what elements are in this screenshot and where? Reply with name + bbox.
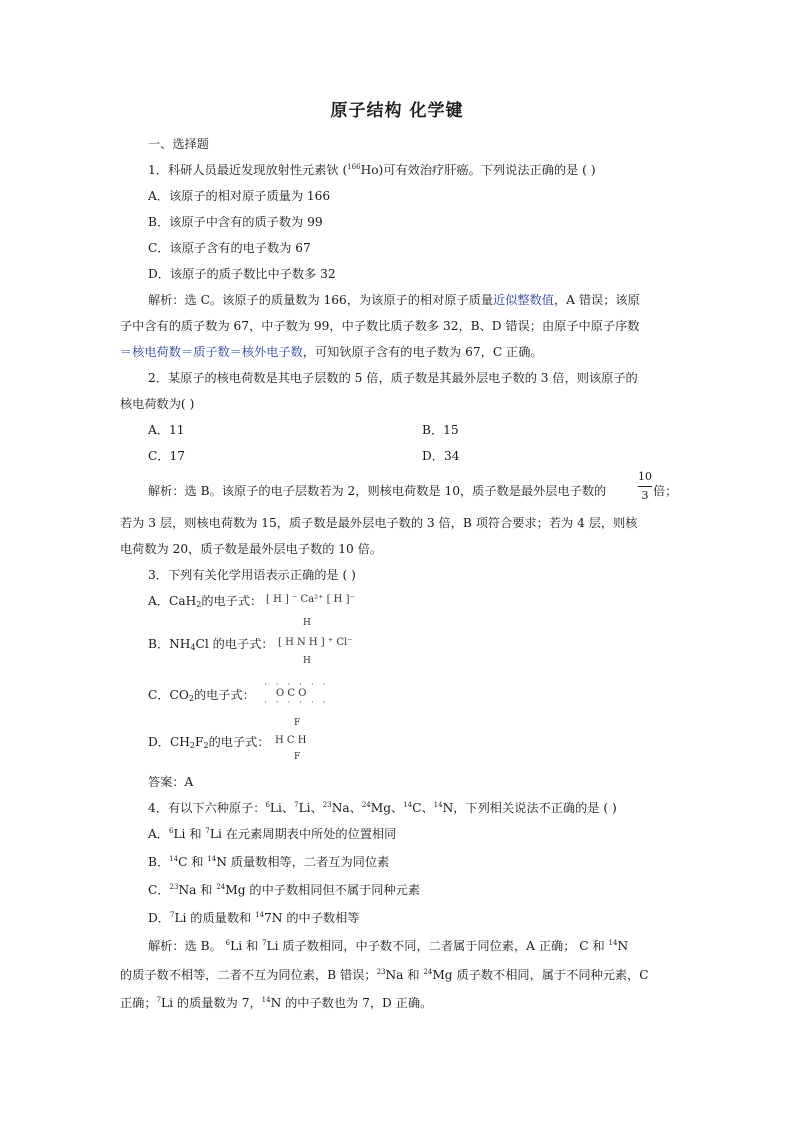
- q4-option-a: A．$^6$Li 和 $^7$Li 在元素周期表中所处的位置相同: [148, 827, 397, 841]
- q4-stem: 4．有以下六种原子：$^6$Li、$^7$Li、$^{23}$Na、$^{24}$Mg、$^{14}$C、$^{14}$N，下列相关说法不正确的是 ( ): [148, 801, 617, 815]
- section-heading: 一、选择题: [148, 137, 209, 151]
- q2-analysis-line3: 电荷数为 20，质子数是最外层电子数的 10 倍。: [120, 542, 383, 556]
- q3-answer: 答案：A: [148, 775, 194, 789]
- q3-b-bottom-h: H: [303, 656, 311, 666]
- q2-analysis-line1-end: 倍；: [653, 484, 678, 498]
- q2-stem-line2: 核电荷数为( ): [120, 397, 195, 411]
- q1-option-a: A．该原子的相对原子质量为 166: [148, 189, 331, 203]
- q3-stem: 3．下列有关化学用语表示正确的是 ( ): [148, 568, 356, 582]
- q2-analysis-line2: 若为 3 层，则核电荷数为 15，质子数是最外层电子数的 3 倍，B 项符合要求；若为 4 层，则核: [120, 516, 638, 530]
- q4-analysis-line2: 的质子数不相等，二者不互为同位素，B 错误；$^{23}$Na 和 $^{24}$Mg 质子数不相同，属于不同种元素，C: [120, 968, 649, 982]
- fraction-denominator: 3: [641, 489, 649, 502]
- q1-stem: 1．科研人员最近发现放射性元素钬 ($^{166}$Ho)可有效治疗肝癌。下列说法正确的是 ( ): [148, 163, 596, 177]
- q3-a-electron-formula: [ H ] ⁻ Ca²⁺ [ H ]⁻: [266, 594, 355, 605]
- q1-option-c: C．该原子含有的电子数为 67: [148, 241, 311, 255]
- page-title: 原子结构 化学键: [330, 101, 464, 121]
- q3-b-electron-formula: [ H N H ] ⁺ Cl⁻: [278, 637, 353, 648]
- q1-analysis-line2: 子中含有的质子数为 67，中子数为 99，中子数比质子数多 32，B、D 错误；由原子中原子序数: [120, 319, 640, 333]
- q2-stem-line1: 2．某原子的核电荷数是其电子层数的 5 倍，质子数是其最外层电子数的 3 倍，则该原子的: [148, 371, 638, 385]
- fraction-numerator: 10: [638, 470, 652, 483]
- q3-option-d: D．$CH_2F_2$的电子式：: [148, 735, 270, 750]
- q4-option-c: C．$^{23}$Na 和 $^{24}$Mg 的中子数相同但不属于同种元素: [148, 883, 421, 897]
- q3-d-electron-formula: H C H: [275, 735, 307, 746]
- q1-option-b: B．该原子中含有的质子数为 99: [148, 215, 323, 229]
- q1-analysis-line1: 解析：选 C。该原子的质量数为 166，为该原子的相对原子质量近似整数值，A 错误；该原: [148, 293, 640, 307]
- q3-option-a: A．CaH$_2$的电子式：: [148, 594, 263, 609]
- q3-c-dots-bottom: · · · · · ·: [264, 698, 329, 708]
- q2-option-d: D．34: [422, 449, 460, 463]
- q3-option-b: B．$NH_4Cl$ 的电子式：: [148, 637, 274, 652]
- q3-d-bottom-f: F: [294, 752, 301, 762]
- fraction-bar: [638, 486, 652, 487]
- q2-option-b: B．15: [422, 423, 459, 437]
- q2-option-c: C．17: [148, 449, 186, 463]
- q3-c-dots-top: · · · · · ·: [264, 680, 329, 690]
- q4-analysis-line3: 正确；$^7$Li 的质量数为 7，$^{14}$N 的中子数也为 7，D 正确。: [120, 996, 433, 1010]
- q3-c-electron-formula: O C O: [276, 688, 307, 699]
- q4-option-b: B．$^{14}$C 和 $^{14}$N 质量数相等，二者互为同位素: [148, 855, 390, 869]
- q1-option-d: D．该原子的质子数比中子数多 32: [148, 267, 336, 281]
- q3-d-top-f: F: [294, 718, 301, 728]
- q4-analysis-line1: 解析：选 B。 $^6$Li 和 $^7$Li 质子数相同，中子数不同，二者属于同位素，A 正确； C 和 $^{14}$N: [148, 939, 629, 953]
- q4-option-d: D．$^7$Li 的质量数和 $^{14}$7N 的中子数相等: [148, 911, 360, 925]
- q1-analysis-line3: ＝核电荷数＝质子数＝核外电子数，可知钬原子含有的电子数为 67，C 正确。: [120, 345, 543, 359]
- q3-option-c: C．$CO_2$的电子式：: [148, 688, 255, 703]
- q3-b-top-h: H: [303, 618, 311, 628]
- q2-option-a: A．11: [148, 423, 185, 437]
- q2-analysis-line1: 解析：选 B。该原子的电子层数若为 2，则核电荷数是 10，质子数是最外层电子数的: [148, 484, 607, 498]
